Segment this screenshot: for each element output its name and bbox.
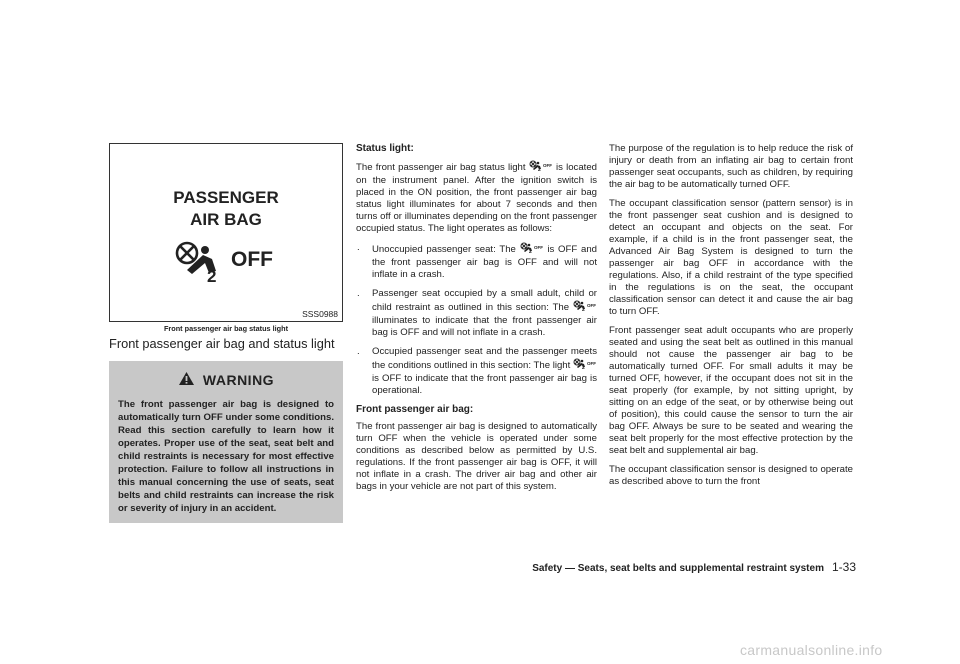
warning-header bbox=[118, 371, 334, 388]
middle-column bbox=[356, 143, 597, 500]
bullet-1-a: Unoccupied passenger seat: The bbox=[372, 244, 516, 256]
right-column bbox=[609, 143, 853, 495]
bullet-1-b: is OFF and the front passenger air bag is OFF and will not inflate in a crash. bbox=[372, 244, 597, 280]
airbag-off-small-icon bbox=[520, 242, 544, 257]
svg-text:2: 2 bbox=[528, 249, 532, 253]
airbag-off-small-icon bbox=[573, 300, 597, 315]
section-title: Front passenger air bag and status light bbox=[109, 336, 335, 351]
svg-text:2: 2 bbox=[537, 167, 541, 171]
watermark: carmanualsonline.info bbox=[740, 642, 883, 658]
status-light-figure bbox=[109, 143, 343, 322]
figure-code: SSS0988 bbox=[302, 309, 338, 319]
warning-triangle-icon bbox=[178, 371, 195, 386]
svg-text:OFF: OFF bbox=[587, 361, 597, 366]
list-item: . Passenger seat occupied by a small adult, child or child restraint as outlined in this section: The 2 OFF illuminates to indicate that the front passenger air bag is OFF and will not inflate in a crash. bbox=[357, 288, 597, 338]
svg-text:2: 2 bbox=[582, 307, 585, 311]
status-light-intro-b: is located on the instrument panel. After the ignition switch is placed in the ON position, the front passenger air bag status light illuminates for about 7 seconds and then turns off or illuminates depending on the front passenger occupied status. The light operates as follows: bbox=[356, 162, 598, 234]
footer-section: Safety — Seats, seat belts and supplemental restraint system bbox=[532, 563, 824, 574]
status-light-heading: Status light: bbox=[356, 143, 414, 154]
airbag-off-small-icon bbox=[529, 160, 553, 175]
front-airbag-heading: Front passenger air bag: bbox=[356, 404, 474, 415]
bullet-2-b: illuminates to indicate that the front passenger air bag is OFF and will not inflate in a crash. bbox=[372, 315, 597, 338]
passenger-airbag-off-icon bbox=[170, 238, 285, 284]
status-light-intro-a: The front passenger air bag status light bbox=[356, 162, 526, 174]
bullet-3-a: Occupied passenger seat and the passenger meets the conditions outlined in this section: The light bbox=[372, 346, 597, 372]
bullet-3-b: is OFF to indicate that the front passenger air bag is operational. bbox=[372, 373, 597, 396]
status-light-intro bbox=[356, 160, 597, 235]
list-item: . Unoccupied passenger seat: The 2 OFF is OFF and the front passenger air bag is OFF and will not inflate in a crash. bbox=[357, 242, 597, 280]
front-airbag-text: The front passenger air bag is designed to automatically turn OFF when the vehicle is operated under some conditions as described below as permitted by U.S. regulations. If the front passenger air bag is OFF, it will not inflate in a crash. The driver air bag and other air bags in your vehicle are not part of this system. bbox=[356, 421, 597, 492]
warning-box bbox=[109, 361, 343, 523]
paragraph: The occupant classification sensor (pattern sensor) is in the front passenger seat cushion and is designed to detect an occupant and objects on the seat. For example, if a child is in the front passenger seat, the Advanced Air Bag System is designed to turn the passenger air bag OFF in accordance with the regulations. Also, if a child restraint of the type specified in the regulations is on the seat, the occupant classification sensor can detect it and cause the air bag to turn OFF. bbox=[609, 198, 853, 317]
paragraph: The purpose of the regulation is to help reduce the risk of injury or death from an inflating air bag to certain front passenger seat occupants, such as children, by requiring the air bag to be automatically turned OFF. bbox=[609, 143, 853, 190]
page-number: 1-33 bbox=[831, 560, 856, 574]
warning-text: The front passenger air bag is designed to automatically turn OFF under some conditions. Read this section carefully to learn how it operates. Proper use of the seat, seat belt and child restraints is necessary for most effective protection. Failure to follow all instructions in this manual concerning the use of seats, seat belts and child restraints can increase the risk or severity of injury in an accident. bbox=[118, 399, 334, 514]
list-item: . Occupied passenger seat and the passenger meets the conditions outlined in this section: The light 2 OFF is OFF to indicate that the front passenger air bag is operational. bbox=[357, 346, 597, 396]
svg-text:OFF: OFF bbox=[533, 245, 543, 250]
warning-title: WARNING bbox=[202, 372, 275, 388]
figure-line-2: AIR BAG bbox=[190, 210, 262, 229]
figure-caption: Front passenger air bag status light bbox=[163, 324, 289, 333]
airbag-off-small-icon bbox=[573, 358, 597, 373]
bullet-2-a: Passenger seat occupied by a small adult, child or child restraint as outlined in this section: The bbox=[372, 288, 597, 314]
paragraph: The occupant classification sensor is designed to operate as described above to turn the front bbox=[609, 464, 853, 487]
paragraph: Front passenger seat adult occupants who are properly seated and using the seat belt as outlined in this manual should not cause the passenger air bag to be automatically turned OFF. For small adults it may be turned OFF, however, if the occupant does not sit in the seat properly (for example, by not sitting upright, by sitting on an edge of the seat, or by otherwise being out of position), this could cause the sensor to turn the air bag OFF. Always be sure to be seated and wearing the seat belt properly for the most effective protection by the seat belt and supplemental air bag. bbox=[609, 325, 853, 456]
svg-text:OFF: OFF bbox=[542, 163, 552, 168]
svg-text:2: 2 bbox=[207, 267, 217, 284]
svg-text:2: 2 bbox=[582, 365, 585, 369]
svg-text:OFF: OFF bbox=[587, 303, 596, 308]
page-footer bbox=[532, 560, 856, 574]
status-list bbox=[356, 242, 597, 397]
left-column bbox=[109, 143, 343, 523]
figure-line-1: PASSENGER bbox=[173, 188, 279, 207]
figure-off-label: OFF bbox=[231, 248, 273, 271]
